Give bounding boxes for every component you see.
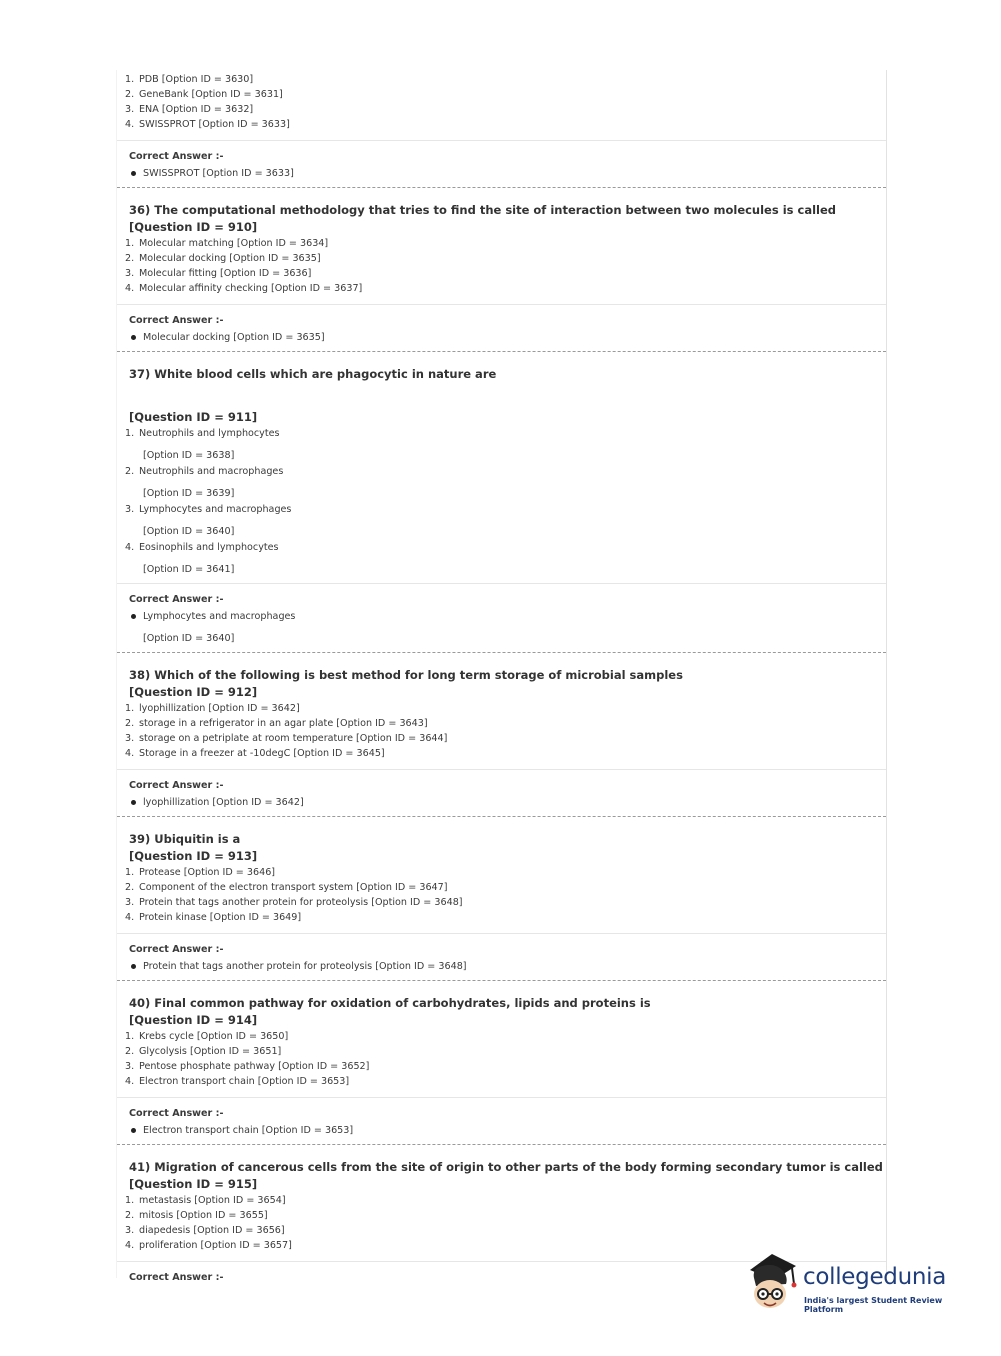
question-paper-sheet: [116, 70, 887, 1283]
correct-answer: Lymphocytes and macrophages: [129, 609, 886, 624]
bullet-icon: [131, 964, 136, 969]
option-4: 4. proliferation [Option ID = 3657]: [125, 1240, 292, 1251]
option-3: 3. diapedesis [Option ID = 3656]: [125, 1225, 285, 1236]
bullet-icon: [131, 800, 136, 805]
option-3: 3. Protein that tags another protein for proteolysis [Option ID = 3648]: [125, 897, 463, 908]
question-39: [117, 823, 886, 987]
options-list: [125, 1029, 886, 1089]
option-2: 2. mitosis [Option ID = 3655]: [125, 1210, 268, 1221]
correct-answer-label: Correct Answer :-: [129, 944, 224, 955]
question-id: [Question ID = 915]: [129, 1177, 258, 1191]
option-2: 2. GeneBank [Option ID = 3631]: [125, 89, 283, 100]
question-id: [Question ID = 912]: [129, 685, 258, 699]
question-40: [117, 987, 886, 1151]
correct-answer: Molecular docking [Option ID = 3635]: [129, 330, 886, 345]
option-3: 3. Molecular fitting [Option ID = 3636]: [125, 268, 312, 279]
correct-answer-label: Correct Answer :-: [129, 315, 224, 326]
option-3: 3. ENA [Option ID = 3632]: [125, 104, 254, 115]
correct-answer-label: Correct Answer :-: [129, 594, 224, 605]
option-2: 2. Molecular docking [Option ID = 3635]: [125, 253, 321, 264]
question-id: [Question ID = 913]: [129, 849, 258, 863]
option-1: 1. PDB [Option ID = 3630]: [125, 74, 254, 85]
correct-answer-option-id: [Option ID = 3640]: [143, 633, 235, 644]
correct-answer-label: Correct Answer :-: [129, 1108, 224, 1119]
correct-answer: lyophillization [Option ID = 3642]: [129, 795, 886, 810]
question-id: [Question ID = 914]: [129, 1013, 258, 1027]
question-title: 36) The computational methodology that tries to find the site of interaction between two molecules is called: [129, 203, 836, 217]
question-37: [117, 358, 886, 659]
options-list: [125, 1193, 886, 1253]
bullet-icon: [131, 1128, 136, 1133]
option-3: 3. storage on a petriplate at room temperature [Option ID = 3644]: [125, 733, 448, 744]
options-list: [125, 236, 886, 296]
question-title: 41) Migration of cancerous cells from the site of origin to other parts of the body forming secondary tumor is called: [129, 1160, 883, 1174]
question-title: 39) Ubiquitin is a: [129, 832, 241, 846]
option-4: 4. SWISSPROT [Option ID = 3633]: [125, 119, 290, 130]
brand-name: collegedunia: [803, 1264, 947, 1290]
options-list: [125, 72, 886, 132]
brand-tagline: India's largest Student Review Platform: [804, 1296, 943, 1314]
question-id: [Question ID = 911]: [129, 410, 258, 424]
question-35: [117, 70, 886, 194]
correct-answer-label: Correct Answer :-: [129, 1272, 224, 1283]
question-36: [117, 194, 886, 358]
option-4: 4. Molecular affinity checking [Option ID = 3637]: [125, 283, 363, 294]
question-title: 40) Final common pathway for oxidation of carbohydrates, lipids and proteins is: [129, 996, 651, 1010]
option-1: 1. Protease [Option ID = 3646]: [125, 867, 276, 878]
option-2: 2. storage in a refrigerator in an agar plate [Option ID = 3643]: [125, 718, 428, 729]
correct-answer-label: Correct Answer :-: [129, 780, 224, 791]
option-1: 1. Krebs cycle [Option ID = 3650]: [125, 1031, 289, 1042]
options-list: [125, 865, 886, 925]
option-4: 4. Storage in a freezer at -10degC [Option ID = 3645]: [125, 748, 385, 759]
option-3: 3. Lymphocytes and macrophages [Option ID = 3640]: [125, 504, 292, 537]
bullet-icon: [131, 614, 136, 619]
option-1: 1. Neutrophils and lymphocytes [Option ID = 3638]: [125, 428, 280, 461]
option-2: 2. Neutrophils and macrophages [Option ID = 3639]: [125, 466, 284, 499]
correct-answer: Protein that tags another protein for proteolysis [Option ID = 3648]: [129, 959, 886, 974]
correct-answer: SWISSPROT [Option ID = 3633]: [129, 166, 886, 181]
options-list: [125, 426, 886, 577]
correct-answer-label: Correct Answer :-: [129, 151, 224, 162]
bullet-icon: [131, 335, 136, 340]
bullet-icon: [131, 171, 136, 176]
mascot-icon: [742, 1248, 804, 1320]
option-2: 2. Glycolysis [Option ID = 3651]: [125, 1046, 282, 1057]
option-1: 1. Molecular matching [Option ID = 3634]: [125, 238, 329, 249]
option-4: 4. Electron transport chain [Option ID = 3653]: [125, 1076, 350, 1087]
question-title: 38) Which of the following is best method for long term storage of microbial samples: [129, 668, 683, 682]
option-3: 3. Pentose phosphate pathway [Option ID = 3652]: [125, 1061, 370, 1072]
options-list: [125, 701, 886, 761]
correct-answer: Electron transport chain [Option ID = 3653]: [129, 1123, 886, 1138]
option-2: 2. Component of the electron transport system [Option ID = 3647]: [125, 882, 448, 893]
question-title: 37) White blood cells which are phagocytic in nature are: [129, 367, 497, 381]
question-id: [Question ID = 910]: [129, 220, 258, 234]
option-4: 4. Eosinophils and lymphocytes [Option ID = 3641]: [125, 542, 279, 575]
collegedunia-logo[interactable]: [742, 1248, 972, 1320]
question-38: [117, 659, 886, 823]
option-1: 1. metastasis [Option ID = 3654]: [125, 1195, 286, 1206]
option-4: 4. Protein kinase [Option ID = 3649]: [125, 912, 302, 923]
option-1: 1. lyophillization [Option ID = 3642]: [125, 703, 300, 714]
